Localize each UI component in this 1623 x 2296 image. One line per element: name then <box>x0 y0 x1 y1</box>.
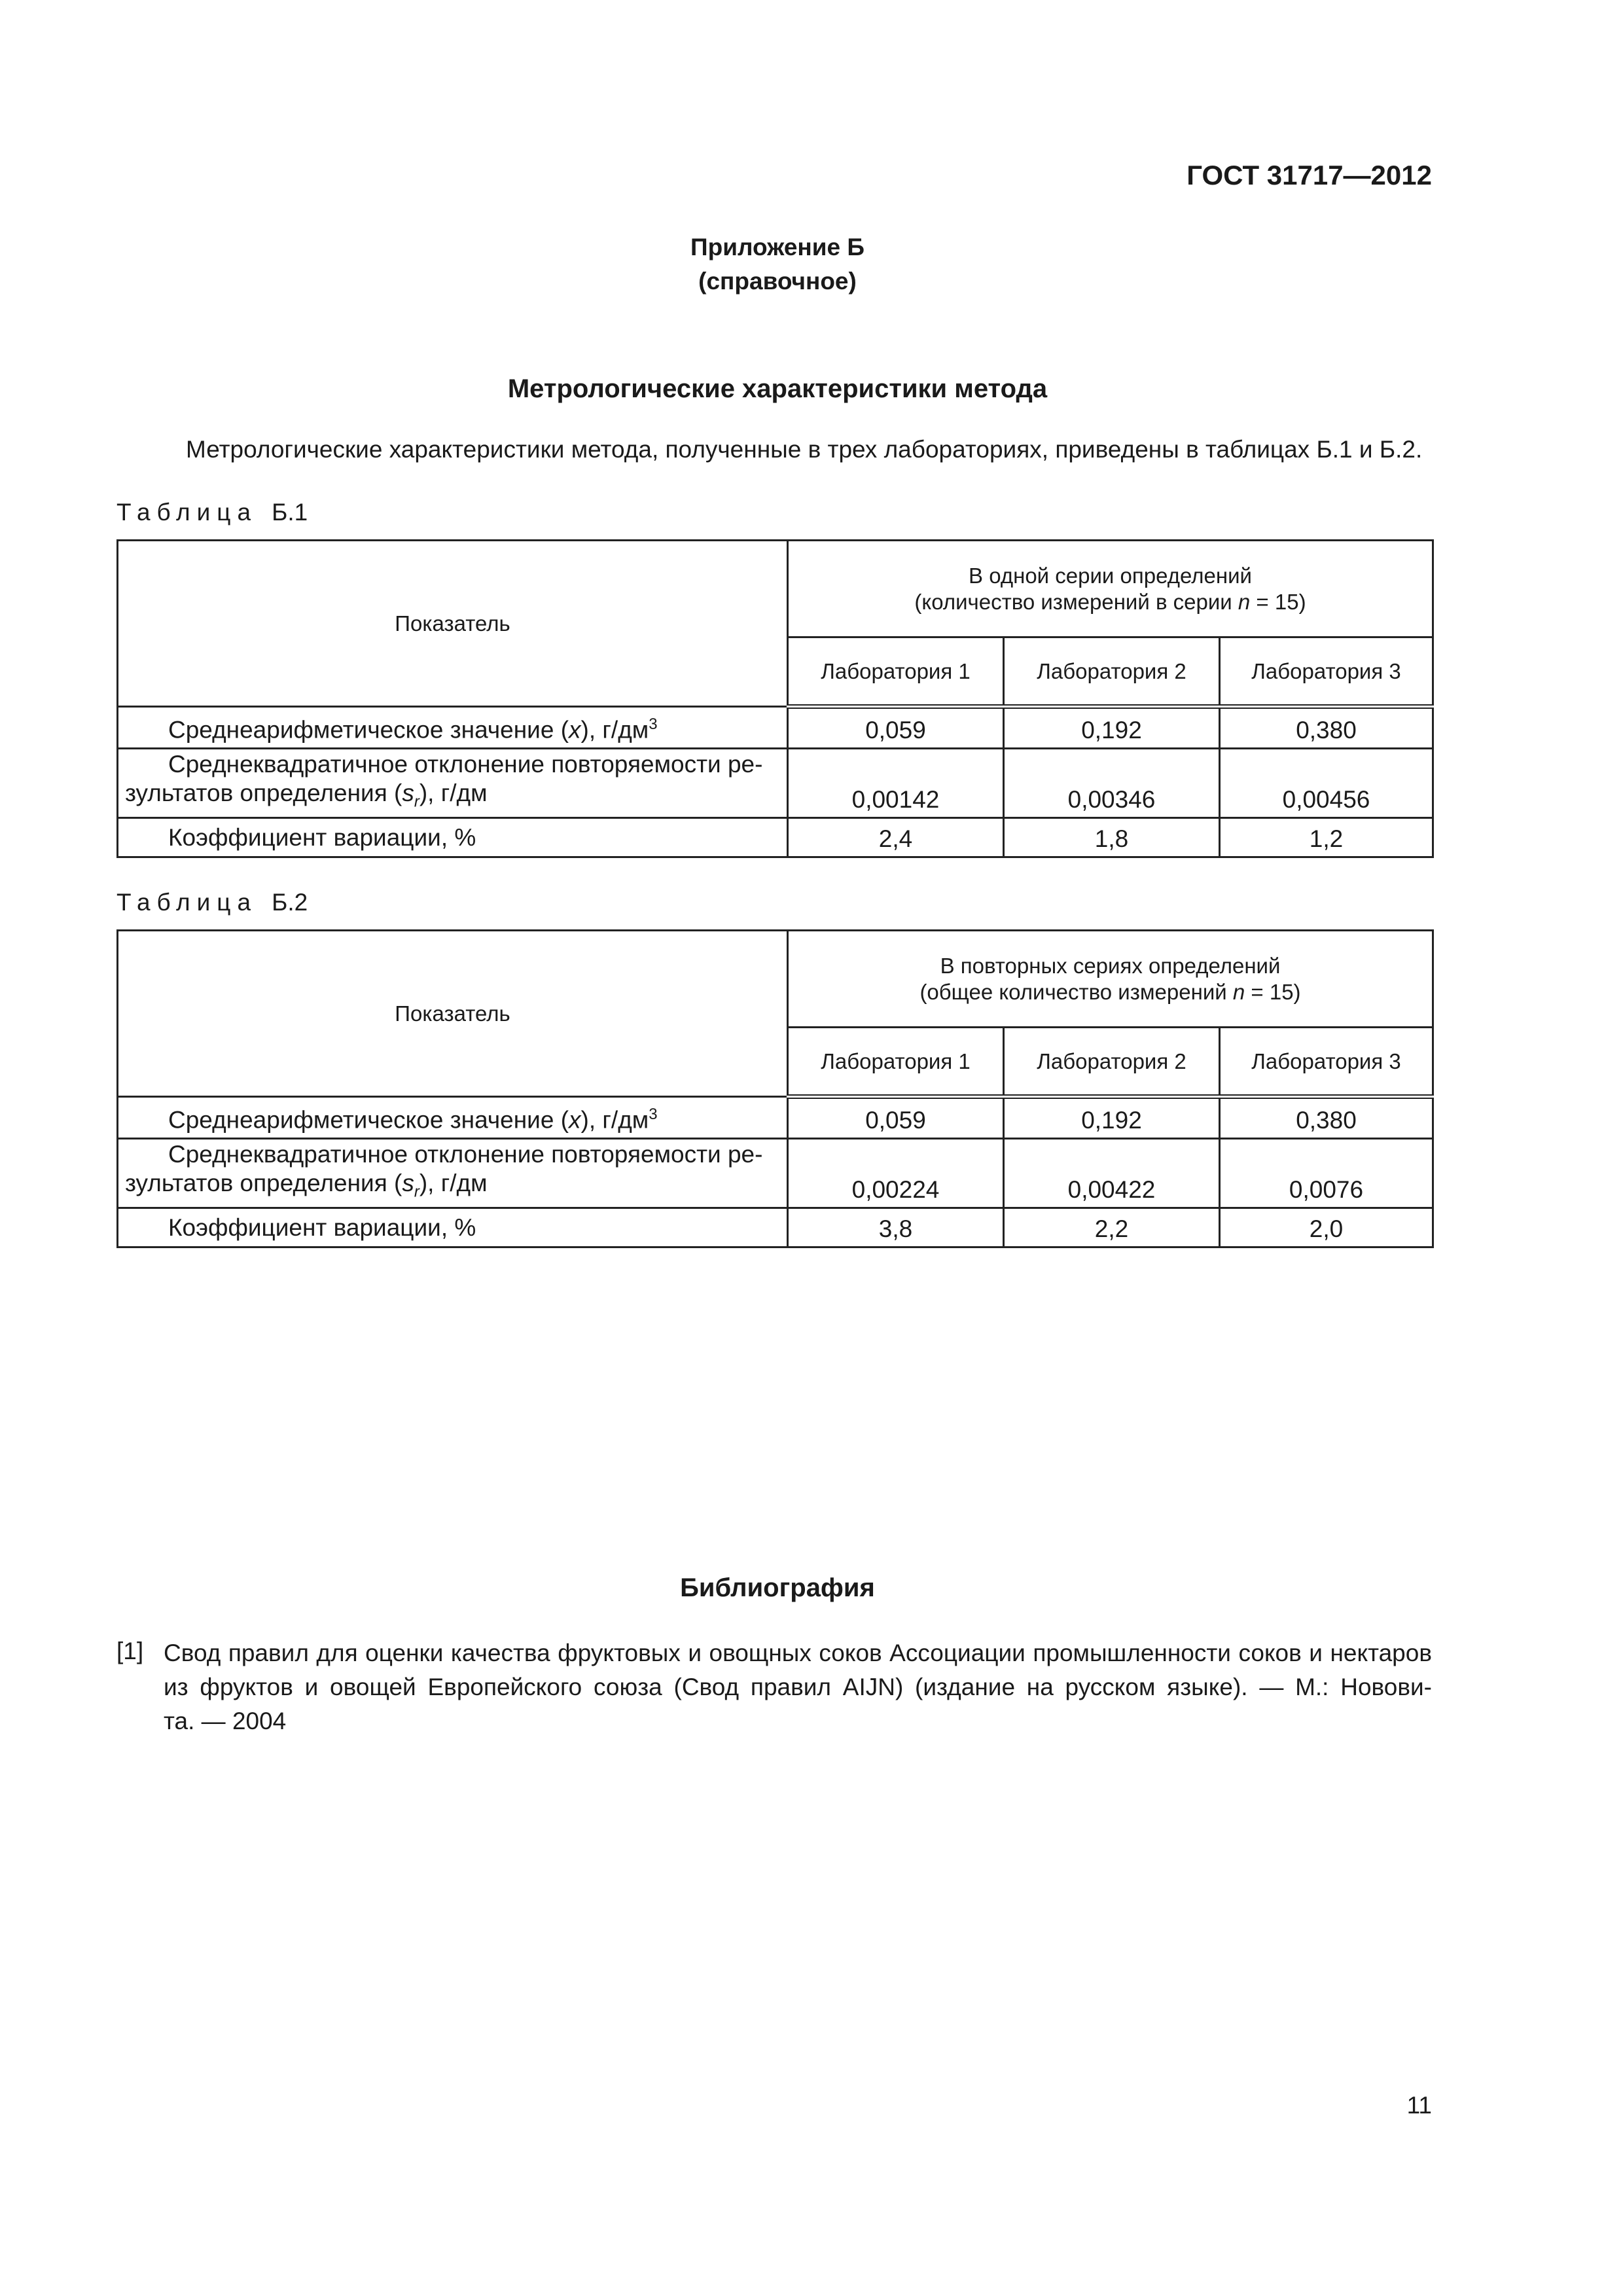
table1-caption-number: Б.1 <box>272 499 308 526</box>
row-label-part: зультатов определения ( <box>125 1169 402 1196</box>
row-label-var: s <box>402 779 414 806</box>
table1-header-group-line2 <box>795 589 1425 615</box>
table2-header-group-line1: В повторных сериях определений <box>940 953 1281 978</box>
row-label-sup: 3 <box>649 715 658 734</box>
table2-header-indicator: Показатель <box>118 931 788 1097</box>
table1-row2-lab3: 0,00456 <box>1220 749 1433 818</box>
row-label-line2 <box>125 779 780 816</box>
table1-lab3-header: Лаборатория 3 <box>1220 637 1433 707</box>
table1-header-group <box>788 541 1433 637</box>
table-row <box>118 749 1433 818</box>
row-label-part: ), г/дм <box>419 1169 488 1196</box>
table2-row3-lab2: 2,2 <box>1004 1208 1220 1247</box>
table1-lab2-header: Лаборатория 2 <box>1004 637 1220 707</box>
appendix-title: Приложение Б <box>690 234 865 260</box>
row-label-var: x <box>569 716 581 744</box>
table2-caption-number: Б.2 <box>272 889 308 916</box>
table2-row1-lab1: 0,059 <box>788 1097 1004 1139</box>
bibliography-item-text <box>164 1636 1432 1738</box>
table1-caption <box>116 499 308 526</box>
intro-paragraph: Метрологические характеристики метода, полученные в трех лабораториях, приведены в таблицах Б.1 и Б.2. <box>186 436 1423 463</box>
row-label-part: Среднеарифметическое значение ( <box>168 1106 569 1134</box>
table1-row2-lab2: 0,00346 <box>1004 749 1220 818</box>
row-label-var: s <box>402 1169 414 1196</box>
table2-caption-word: Таблица <box>116 889 258 916</box>
table1-hg-var: n <box>1238 589 1251 614</box>
row-label-part: Среднеарифметическое значение ( <box>168 716 569 744</box>
table2-hg-pre: (общее количество измерений <box>919 979 1233 1004</box>
table2-hg-var: n <box>1232 979 1245 1004</box>
table2-hg-post: = 15) <box>1245 979 1301 1004</box>
table1-row2-lab1: 0,00142 <box>788 749 1004 818</box>
page-number: 11 <box>1406 2092 1432 2119</box>
table1-lab1-header: Лаборатория 1 <box>788 637 1004 707</box>
bibliography-title: Библиография <box>680 1573 875 1602</box>
table2-header-group-line2 <box>795 979 1425 1005</box>
table1-row1-lab3: 0,380 <box>1220 707 1433 749</box>
bibliography-item-number: [1] <box>116 1638 144 1664</box>
table2-row1-lab2: 0,192 <box>1004 1097 1220 1139</box>
table2-row3-lab3: 2,0 <box>1220 1208 1433 1247</box>
table2-row3-label: Коэффициент вариации, % <box>118 1208 788 1247</box>
row-label-part: зультатов определения ( <box>125 779 402 806</box>
table-row <box>118 1208 1433 1247</box>
table2-caption <box>116 889 308 916</box>
table2-row3-lab1: 3,8 <box>788 1208 1004 1247</box>
table1-row1-label <box>118 707 788 749</box>
table2-row2-lab2: 0,00422 <box>1004 1139 1220 1208</box>
row-label-part: ), г/дм <box>580 1106 649 1134</box>
row-label-part: ), г/дм <box>419 779 488 806</box>
document-code: ГОСТ 31717—2012 <box>1186 160 1432 190</box>
table1-hg-pre: (количество измерений в серии <box>914 589 1238 614</box>
bibliography-line1: Свод правил для оценки качества фруктовых и овощных соков Ассоциации промышленности соков и нектаров <box>164 1640 1432 1666</box>
table1-caption-word: Таблица <box>116 499 258 526</box>
table2 <box>116 929 1434 1248</box>
bibliography-line3: та. — 2004 <box>164 1708 287 1734</box>
table1-row1-lab2: 0,192 <box>1004 707 1220 749</box>
table1-row3-label: Коэффициент вариации, % <box>118 818 788 857</box>
table-row <box>118 1139 1433 1208</box>
row-label-sub: r <box>414 1183 419 1201</box>
table2-lab1-header: Лаборатория 1 <box>788 1028 1004 1097</box>
table2-lab3-header: Лаборатория 3 <box>1220 1028 1433 1097</box>
table2-row1-lab3: 0,380 <box>1220 1097 1433 1139</box>
table1-row1-lab1: 0,059 <box>788 707 1004 749</box>
table2-lab2-header: Лаборатория 2 <box>1004 1028 1220 1097</box>
table1-header-group-line1: В одной серии определений <box>969 563 1252 588</box>
row-label-line1: Среднеквадратичное отклонение повторяемости ре- <box>168 1140 763 1168</box>
table-row <box>118 1097 1433 1139</box>
row-label-sup: 3 <box>649 1105 658 1124</box>
row-label-var: x <box>569 1106 581 1134</box>
table1-row3-lab3: 1,2 <box>1220 818 1433 857</box>
table2-row2-lab3: 0,0076 <box>1220 1139 1433 1208</box>
row-label-part: ), г/дм <box>580 716 649 744</box>
appendix-subtitle: (справочное) <box>698 268 857 295</box>
table2-row2-lab1: 0,00224 <box>788 1139 1004 1208</box>
bibliography-line2: из фруктов и овощей Европейского союза (Свод правил AIJN) (издание на русском языке). — М.: Новови- <box>164 1674 1432 1700</box>
row-label-line1: Среднеквадратичное отклонение повторяемости ре- <box>168 750 763 778</box>
table1 <box>116 539 1434 858</box>
table1-row2-label <box>118 749 788 818</box>
table2-row2-label <box>118 1139 788 1208</box>
section-title: Метрологические характеристики метода <box>507 374 1048 403</box>
row-label-sub: r <box>414 793 419 811</box>
table-row <box>118 707 1433 749</box>
table1-hg-post: = 15) <box>1250 589 1306 614</box>
appendix-heading <box>0 230 1555 298</box>
table1-row3-lab2: 1,8 <box>1004 818 1220 857</box>
table1-header-indicator: Показатель <box>118 541 788 707</box>
table2-row1-label <box>118 1097 788 1139</box>
table2-header-group <box>788 931 1433 1028</box>
row-label-line2 <box>125 1169 780 1206</box>
table1-row3-lab1: 2,4 <box>788 818 1004 857</box>
table-row <box>118 818 1433 857</box>
